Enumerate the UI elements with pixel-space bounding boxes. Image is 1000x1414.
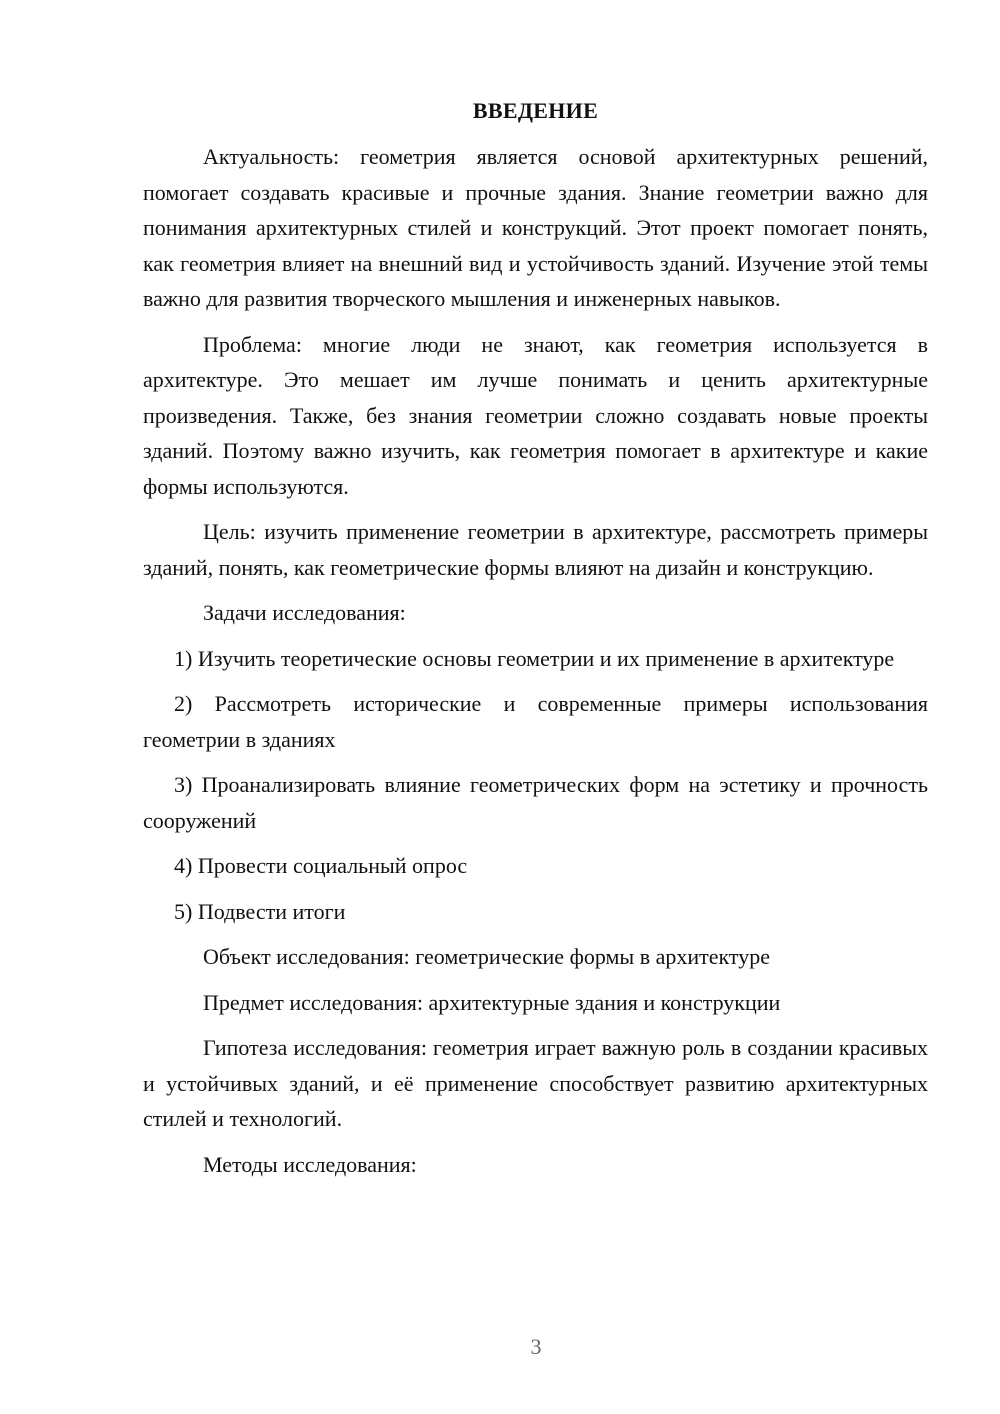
task-item-2: 2) Рассмотреть исторические и современные примеры использования геометрии в зданиях bbox=[143, 691, 928, 752]
section-title: ВВЕДЕНИЕ bbox=[472, 98, 599, 123]
goal-paragraph: Цель: изучить применение геометрии в архитектуре, рассмотреть примеры зданий, понять, как геометрические формы влияют на дизайн и конструкцию. bbox=[143, 519, 928, 580]
object-paragraph: Объект исследования: геометрические формы в архитектуре bbox=[203, 944, 770, 969]
task-item-1: 1) Изучить теоретические основы геометрии и их применение в архитектуре bbox=[174, 645, 895, 671]
task-item-5: 5) Подвести итоги bbox=[174, 898, 346, 924]
hypothesis-paragraph: Гипотеза исследования: геометрия играет важную роль в создании красивых и устойчивых зданий, и её применение способствует развитию архитектурных стилей и технологий. bbox=[143, 1035, 928, 1131]
tasks-heading: Задачи исследования: bbox=[203, 600, 406, 625]
problem-paragraph: Проблема: многие люди не знают, как геометрия используется в архитектуре. Это мешает им лучше понимать и ценить архитектурные произведения. Также, без знания геометрии сложно создавать новые проекты зданий. Поэтому важно изучить, как геометрия помогает в архитектуре и какие формы используются. bbox=[143, 331, 928, 499]
task-item-4: 4) Провести социальный опрос bbox=[174, 853, 468, 878]
methods-heading: Методы исследования: bbox=[203, 1151, 417, 1177]
document-page bbox=[143, 95, 928, 1192]
page-number: 3 bbox=[530, 1334, 542, 1359]
relevance-paragraph: Актуальность: геометрия является основой архитектурных решений, помогает создавать красивые и прочные здания. Знание геометрии важно для понимания архитектурных стилей и конструкций. Этот проект помогает понять, как геометрия влияет на внешний вид и устойчивость зданий. Изучение этой темы важно для развития творческого мышления и инженерных навыков. bbox=[143, 144, 928, 311]
task-item-3: 3) Проанализировать влияние геометрических форм на эстетику и прочность сооружений bbox=[143, 772, 928, 833]
subject-paragraph: Предмет исследования: архитектурные здания и конструкции bbox=[203, 989, 781, 1015]
